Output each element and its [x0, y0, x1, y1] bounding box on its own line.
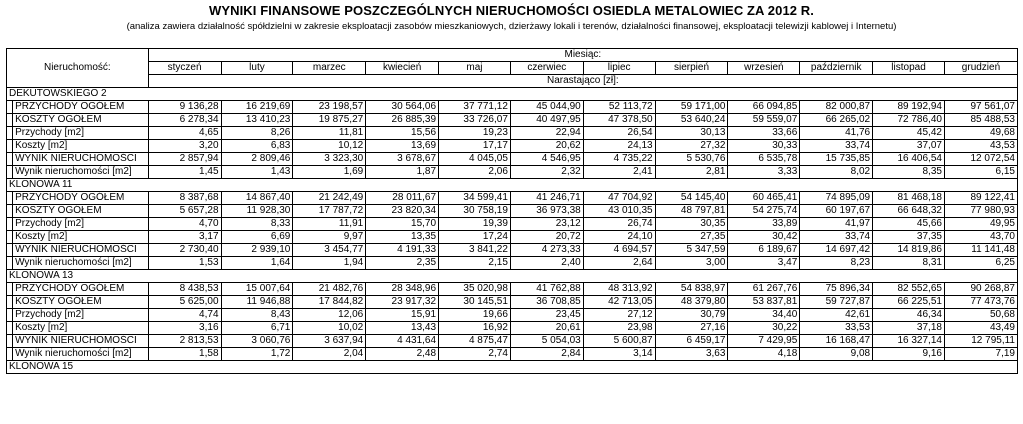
value-cell: 12 795,11 — [944, 335, 1017, 348]
value-cell: 23 198,57 — [293, 101, 366, 114]
value-cell: 12,06 — [293, 309, 366, 322]
value-cell: 33,89 — [728, 218, 800, 231]
value-cell: 23,98 — [583, 322, 655, 335]
value-cell: 4 191,33 — [366, 244, 439, 257]
value-cell: 19 875,27 — [293, 114, 366, 127]
value-cell: 40 497,95 — [510, 114, 583, 127]
value-cell: 8,35 — [873, 166, 945, 179]
financial-results-table — [6, 48, 1018, 374]
value-cell: 30 145,51 — [439, 296, 511, 309]
value-cell: 19,23 — [439, 127, 511, 140]
value-cell: 28 011,67 — [366, 192, 439, 205]
value-cell: 11 946,88 — [221, 296, 293, 309]
value-cell: 17 787,72 — [293, 205, 366, 218]
value-cell: 21 242,49 — [293, 192, 366, 205]
value-cell: 24,10 — [583, 231, 655, 244]
value-cell: 82 000,87 — [800, 101, 873, 114]
value-cell: 41 246,71 — [510, 192, 583, 205]
header-row-cumulative — [7, 75, 1018, 88]
table-row — [7, 322, 1018, 335]
value-cell: 13,43 — [366, 322, 439, 335]
value-cell: 5 347,59 — [655, 244, 728, 257]
value-cell: 60 197,67 — [800, 205, 873, 218]
value-cell: 15,56 — [366, 127, 439, 140]
month-header: styczeń — [148, 62, 221, 75]
property-header-row — [7, 270, 1018, 283]
value-cell: 1,87 — [366, 166, 439, 179]
value-cell: 30,79 — [655, 309, 728, 322]
value-cell: 26,54 — [583, 127, 655, 140]
value-cell: 45,42 — [873, 127, 945, 140]
value-cell: 60 465,41 — [728, 192, 800, 205]
value-cell: 21 482,76 — [293, 283, 366, 296]
value-cell: 1,43 — [221, 166, 293, 179]
value-cell: 33,53 — [800, 322, 873, 335]
value-cell: 14 819,86 — [873, 244, 945, 257]
row-label: Wynik nieruchomości [m2] — [13, 348, 149, 361]
month-header: maj — [439, 62, 511, 75]
value-cell: 4 273,33 — [510, 244, 583, 257]
row-label: KOSZTY OGÓŁEM — [13, 296, 149, 309]
value-cell: 3 060,76 — [221, 335, 293, 348]
value-cell: 2,81 — [655, 166, 728, 179]
row-label: WYNIK NIERUCHOMOŚCI — [13, 335, 149, 348]
value-cell: 8,26 — [221, 127, 293, 140]
table-row — [7, 283, 1018, 296]
table-row — [7, 296, 1018, 309]
value-cell: 3,33 — [728, 166, 800, 179]
table-row — [7, 127, 1018, 140]
table-row — [7, 231, 1018, 244]
value-cell: 3,16 — [148, 322, 221, 335]
month-header: grudzień — [944, 62, 1017, 75]
value-cell: 49,68 — [944, 127, 1017, 140]
value-cell: 1,58 — [148, 348, 221, 361]
month-group-header: Miesiąc: — [148, 49, 1017, 62]
value-cell: 89 192,94 — [873, 101, 945, 114]
value-cell: 10,02 — [293, 322, 366, 335]
value-cell: 34 599,41 — [439, 192, 511, 205]
value-cell: 4 694,57 — [583, 244, 655, 257]
month-header: luty — [221, 62, 293, 75]
value-cell: 2,04 — [293, 348, 366, 361]
value-cell: 16 327,14 — [873, 335, 945, 348]
row-label: PRZYCHODY OGÓŁEM — [13, 192, 149, 205]
month-header: październik — [800, 62, 873, 75]
value-cell: 43,70 — [944, 231, 1017, 244]
value-cell: 7,19 — [944, 348, 1017, 361]
table-row — [7, 101, 1018, 114]
value-cell: 43,53 — [944, 140, 1017, 153]
value-cell: 53 640,24 — [655, 114, 728, 127]
value-cell: 43,49 — [944, 322, 1017, 335]
value-cell: 8 387,68 — [148, 192, 221, 205]
value-cell: 6 278,34 — [148, 114, 221, 127]
value-cell: 4 546,95 — [510, 153, 583, 166]
value-cell: 4 875,47 — [439, 335, 511, 348]
value-cell: 27,35 — [655, 231, 728, 244]
value-cell: 26,74 — [583, 218, 655, 231]
value-cell: 90 268,87 — [944, 283, 1017, 296]
value-cell: 27,32 — [655, 140, 728, 153]
value-cell: 30,35 — [655, 218, 728, 231]
property-column-header: Nieruchomość: — [7, 49, 149, 88]
value-cell: 23 820,34 — [366, 205, 439, 218]
value-cell: 49,95 — [944, 218, 1017, 231]
value-cell: 16 168,47 — [800, 335, 873, 348]
value-cell: 23,45 — [510, 309, 583, 322]
value-cell: 33,74 — [800, 231, 873, 244]
property-header-row — [7, 179, 1018, 192]
value-cell: 2,06 — [439, 166, 511, 179]
value-cell: 15 735,85 — [800, 153, 873, 166]
value-cell: 2 730,40 — [148, 244, 221, 257]
value-cell: 16,92 — [439, 322, 511, 335]
value-cell: 66 094,85 — [728, 101, 800, 114]
row-label: KOSZTY OGÓŁEM — [13, 205, 149, 218]
value-cell: 19,66 — [439, 309, 511, 322]
value-cell: 8 438,53 — [148, 283, 221, 296]
value-cell: 15,70 — [366, 218, 439, 231]
value-cell: 17,17 — [439, 140, 511, 153]
header-row-month-group — [7, 49, 1018, 62]
value-cell: 75 896,34 — [800, 283, 873, 296]
value-cell: 9,16 — [873, 348, 945, 361]
value-cell: 4 735,22 — [583, 153, 655, 166]
value-cell: 5 625,00 — [148, 296, 221, 309]
value-cell: 28 348,96 — [366, 283, 439, 296]
value-cell: 5 054,03 — [510, 335, 583, 348]
value-cell: 4,65 — [148, 127, 221, 140]
value-cell: 2,41 — [583, 166, 655, 179]
row-label: Koszty [m2] — [13, 322, 149, 335]
value-cell: 3 637,94 — [293, 335, 366, 348]
value-cell: 97 561,07 — [944, 101, 1017, 114]
row-label: KOSZTY OGÓŁEM — [13, 114, 149, 127]
value-cell: 41,97 — [800, 218, 873, 231]
value-cell: 13,35 — [366, 231, 439, 244]
value-cell: 6,71 — [221, 322, 293, 335]
table-row — [7, 335, 1018, 348]
value-cell: 66 225,51 — [873, 296, 945, 309]
row-label: Przychody [m2] — [13, 127, 149, 140]
row-label: Koszty [m2] — [13, 140, 149, 153]
table-row — [7, 166, 1018, 179]
table-row — [7, 205, 1018, 218]
value-cell: 30,13 — [655, 127, 728, 140]
value-cell: 27,16 — [655, 322, 728, 335]
value-cell: 14 867,40 — [221, 192, 293, 205]
value-cell: 2,84 — [510, 348, 583, 361]
table-row — [7, 244, 1018, 257]
value-cell: 2 813,53 — [148, 335, 221, 348]
table-row — [7, 140, 1018, 153]
value-cell: 33 726,07 — [439, 114, 511, 127]
value-cell: 54 145,40 — [655, 192, 728, 205]
value-cell: 7 429,95 — [728, 335, 800, 348]
value-cell: 5 600,87 — [583, 335, 655, 348]
value-cell: 23 917,32 — [366, 296, 439, 309]
row-label: WYNIK NIERUCHOMOŚCI — [13, 244, 149, 257]
value-cell: 4,74 — [148, 309, 221, 322]
month-header: listopad — [873, 62, 945, 75]
value-cell: 36 973,38 — [510, 205, 583, 218]
value-cell: 11,81 — [293, 127, 366, 140]
value-cell: 1,69 — [293, 166, 366, 179]
month-header: wrzesień — [728, 62, 800, 75]
value-cell: 37,18 — [873, 322, 945, 335]
value-cell: 3 678,67 — [366, 153, 439, 166]
value-cell: 30,22 — [728, 322, 800, 335]
value-cell: 27,12 — [583, 309, 655, 322]
value-cell: 5 530,76 — [655, 153, 728, 166]
value-cell: 2,48 — [366, 348, 439, 361]
value-cell: 14 697,42 — [800, 244, 873, 257]
value-cell: 53 837,81 — [728, 296, 800, 309]
month-header: marzec — [293, 62, 366, 75]
table-row — [7, 309, 1018, 322]
property-name: KLONOWA 15 — [7, 361, 1018, 374]
value-cell: 42 713,05 — [583, 296, 655, 309]
value-cell: 2,35 — [366, 257, 439, 270]
value-cell: 11 141,48 — [944, 244, 1017, 257]
value-cell: 3,20 — [148, 140, 221, 153]
value-cell: 3,17 — [148, 231, 221, 244]
value-cell: 3 841,22 — [439, 244, 511, 257]
value-cell: 42,61 — [800, 309, 873, 322]
row-label: Koszty [m2] — [13, 231, 149, 244]
value-cell: 2,40 — [510, 257, 583, 270]
value-cell: 52 113,72 — [583, 101, 655, 114]
value-cell: 6 459,17 — [655, 335, 728, 348]
value-cell: 30 564,06 — [366, 101, 439, 114]
value-cell: 89 122,41 — [944, 192, 1017, 205]
value-cell: 9,08 — [800, 348, 873, 361]
value-cell: 8,31 — [873, 257, 945, 270]
value-cell: 2 857,94 — [148, 153, 221, 166]
value-cell: 17,24 — [439, 231, 511, 244]
value-cell: 3,00 — [655, 257, 728, 270]
value-cell: 54 275,74 — [728, 205, 800, 218]
value-cell: 13 410,23 — [221, 114, 293, 127]
cumulative-header: Narastająco [zł]: — [148, 75, 1017, 88]
value-cell: 9,97 — [293, 231, 366, 244]
value-cell: 15 007,64 — [221, 283, 293, 296]
value-cell: 12 072,54 — [944, 153, 1017, 166]
value-cell: 59 559,07 — [728, 114, 800, 127]
value-cell: 17 844,82 — [293, 296, 366, 309]
value-cell: 4 431,64 — [366, 335, 439, 348]
value-cell: 5 657,28 — [148, 205, 221, 218]
header-row-months — [7, 62, 1018, 75]
row-label: Wynik nieruchomości [m2] — [13, 257, 149, 270]
row-label: Przychody [m2] — [13, 309, 149, 322]
value-cell: 3 323,30 — [293, 153, 366, 166]
value-cell: 48 313,92 — [583, 283, 655, 296]
page-title: WYNIKI FINANSOWE POSZCZEGÓLNYCH NIERUCHOMOŚCI OSIEDLA METALOWIEC ZA 2012 R. — [208, 3, 815, 18]
row-label: Wynik nieruchomości [m2] — [13, 166, 149, 179]
row-label: PRZYCHODY OGÓŁEM — [13, 101, 149, 114]
property-header-row — [7, 88, 1018, 101]
value-cell: 11 928,30 — [221, 205, 293, 218]
month-header: sierpień — [655, 62, 728, 75]
value-cell: 16 406,54 — [873, 153, 945, 166]
value-cell: 4,18 — [728, 348, 800, 361]
value-cell: 47 704,92 — [583, 192, 655, 205]
value-cell: 33,74 — [800, 140, 873, 153]
value-cell: 8,23 — [800, 257, 873, 270]
value-cell: 1,94 — [293, 257, 366, 270]
value-cell: 43 010,35 — [583, 205, 655, 218]
value-cell: 48 797,81 — [655, 205, 728, 218]
value-cell: 2,74 — [439, 348, 511, 361]
value-cell: 77 980,93 — [944, 205, 1017, 218]
table-row — [7, 192, 1018, 205]
value-cell: 6 535,78 — [728, 153, 800, 166]
table-row — [7, 218, 1018, 231]
value-cell: 3,63 — [655, 348, 728, 361]
value-cell: 13,69 — [366, 140, 439, 153]
property-header-row — [7, 361, 1018, 374]
value-cell: 1,72 — [221, 348, 293, 361]
value-cell: 3 454,77 — [293, 244, 366, 257]
value-cell: 34,40 — [728, 309, 800, 322]
page-subtitle: (analiza zawiera działalność spółdzielni w zakresie eksploatacji zasobów mieszkaniowych, dzierżawy lokali i terenów, działalności finansowej, eksploatacji telewizji kablowej i Internetu) — [126, 21, 897, 32]
value-cell: 37,35 — [873, 231, 945, 244]
value-cell: 30,42 — [728, 231, 800, 244]
value-cell: 72 786,40 — [873, 114, 945, 127]
month-header: kwiecień — [366, 62, 439, 75]
row-label: PRZYCHODY OGÓŁEM — [13, 283, 149, 296]
value-cell: 41 762,88 — [510, 283, 583, 296]
value-cell: 26 885,39 — [366, 114, 439, 127]
value-cell: 22,94 — [510, 127, 583, 140]
value-cell: 24,13 — [583, 140, 655, 153]
value-cell: 48 379,80 — [655, 296, 728, 309]
value-cell: 1,45 — [148, 166, 221, 179]
value-cell: 20,72 — [510, 231, 583, 244]
value-cell: 2,15 — [439, 257, 511, 270]
month-header: lipiec — [583, 62, 655, 75]
value-cell: 6,69 — [221, 231, 293, 244]
value-cell: 6,83 — [221, 140, 293, 153]
property-name: KLONOWA 11 — [7, 179, 1018, 192]
value-cell: 2 809,46 — [221, 153, 293, 166]
row-label: Przychody [m2] — [13, 218, 149, 231]
month-header: czerwiec — [510, 62, 583, 75]
value-cell: 16 219,69 — [221, 101, 293, 114]
table-row — [7, 348, 1018, 361]
value-cell: 46,34 — [873, 309, 945, 322]
value-cell: 6,25 — [944, 257, 1017, 270]
value-cell: 45,66 — [873, 218, 945, 231]
value-cell: 85 488,53 — [944, 114, 1017, 127]
value-cell: 3,47 — [728, 257, 800, 270]
value-cell: 8,02 — [800, 166, 873, 179]
value-cell: 82 552,65 — [873, 283, 945, 296]
value-cell: 6 189,67 — [728, 244, 800, 257]
value-cell: 37 771,12 — [439, 101, 511, 114]
value-cell: 36 708,85 — [510, 296, 583, 309]
value-cell: 20,62 — [510, 140, 583, 153]
value-cell: 30 758,19 — [439, 205, 511, 218]
value-cell: 6,15 — [944, 166, 1017, 179]
value-cell: 66 648,32 — [873, 205, 945, 218]
value-cell: 8,33 — [221, 218, 293, 231]
value-cell: 4,70 — [148, 218, 221, 231]
value-cell: 2,64 — [583, 257, 655, 270]
value-cell: 59 727,87 — [800, 296, 873, 309]
value-cell: 20,61 — [510, 322, 583, 335]
table-row — [7, 153, 1018, 166]
table-row — [7, 114, 1018, 127]
value-cell: 37,07 — [873, 140, 945, 153]
value-cell: 3,14 — [583, 348, 655, 361]
value-cell: 30,33 — [728, 140, 800, 153]
value-cell: 11,91 — [293, 218, 366, 231]
value-cell: 61 267,76 — [728, 283, 800, 296]
value-cell: 45 044,90 — [510, 101, 583, 114]
property-name: KLONOWA 13 — [7, 270, 1018, 283]
row-label: WYNIK NIERUCHOMOŚCI — [13, 153, 149, 166]
table-body — [7, 49, 1018, 374]
value-cell: 50,68 — [944, 309, 1017, 322]
value-cell: 33,66 — [728, 127, 800, 140]
value-cell: 74 895,09 — [800, 192, 873, 205]
value-cell: 4 045,05 — [439, 153, 511, 166]
value-cell: 47 378,50 — [583, 114, 655, 127]
value-cell: 15,91 — [366, 309, 439, 322]
table-row — [7, 257, 1018, 270]
value-cell: 54 838,97 — [655, 283, 728, 296]
value-cell: 35 020,98 — [439, 283, 511, 296]
value-cell: 8,43 — [221, 309, 293, 322]
value-cell: 19,39 — [439, 218, 511, 231]
property-name: DEKUTOWSKIEGO 2 — [7, 88, 1018, 101]
value-cell: 41,76 — [800, 127, 873, 140]
value-cell: 81 468,18 — [873, 192, 945, 205]
value-cell: 23,12 — [510, 218, 583, 231]
value-cell: 1,64 — [221, 257, 293, 270]
value-cell: 59 171,00 — [655, 101, 728, 114]
value-cell: 66 265,02 — [800, 114, 873, 127]
value-cell: 2 939,10 — [221, 244, 293, 257]
value-cell: 2,32 — [510, 166, 583, 179]
value-cell: 9 136,28 — [148, 101, 221, 114]
value-cell: 1,53 — [148, 257, 221, 270]
value-cell: 10,12 — [293, 140, 366, 153]
value-cell: 77 473,76 — [944, 296, 1017, 309]
